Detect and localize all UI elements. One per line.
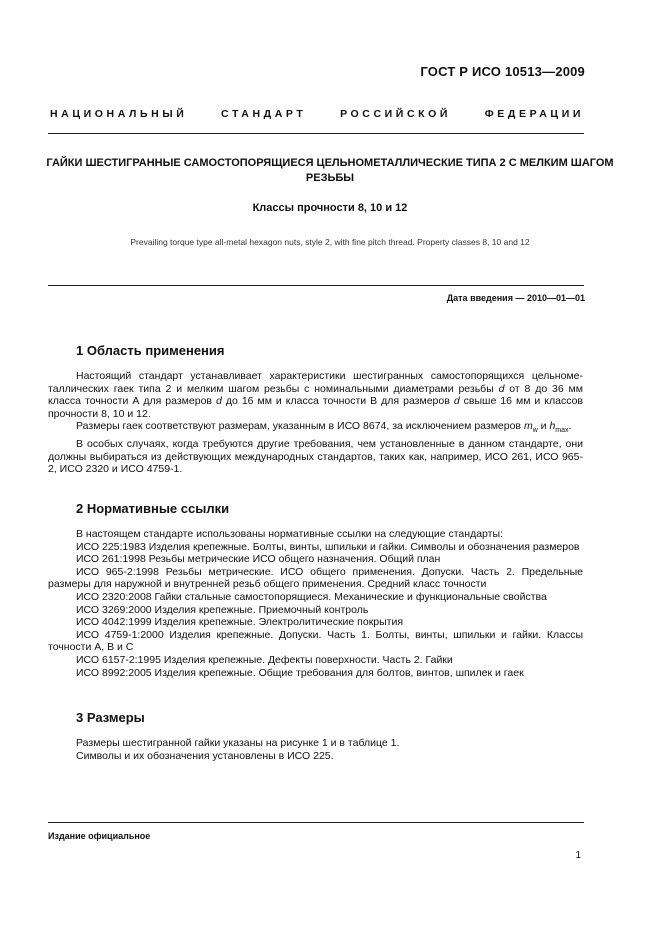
text-run: и: [537, 420, 550, 433]
text-run: до 16 мм и класса точности В для размеров: [221, 395, 454, 408]
text-run: Настоящий стандарт устанавливает характеристики шестигранных самостопорящихся цельноме-таллических гаек типа 2 и мелким шагом резьбы с номинальными диаметрами резьбы: [48, 370, 583, 395]
text-run: Размеры гаек соответствуют размерам, указанным в ИСО 8674, за исключением размеров: [76, 420, 524, 433]
section-1-paragraph-2: [48, 420, 583, 438]
text-run: от 8 до 36 мм класса точности А для размеров: [48, 382, 583, 408]
text-run: свыше 16 мм и классов прочности 8, 10 и 12.: [48, 395, 584, 420]
official-edition-note: Издание официальное: [48, 831, 151, 841]
section-2-body: [48, 528, 583, 679]
reference-item: ИСО 965-2:1998 Резьбы метрические. ИСО общего применения. Допуски. Часть 2. Предельные размеры для наружной и внутренней резьб общего применения. Средний класс точности: [48, 565, 583, 591]
section-2-intro: В настоящем стандарте использованы нормативные ссылки на следующие стандарты:: [76, 528, 503, 540]
reference-item: ИСО 2320:2008 Гайки стальные самостопорящиеся. Механические и функциональные свойства: [76, 590, 547, 603]
subscript-w: w: [532, 427, 538, 435]
section-1-heading: 1 Область применения: [76, 343, 225, 358]
text-run: .: [568, 420, 572, 433]
header-divider: [48, 133, 584, 134]
section-2-heading: 2 Нормативные ссылки: [76, 501, 230, 516]
reference-item: ИСО 6157-2:1995 Изделия крепежные. Дефекты поверхности. Часть 2. Гайки: [76, 653, 453, 666]
reference-item: ИСО 261:1998 Резьбы метрические ИСО общего назначения. Общий план: [76, 553, 441, 566]
section-1-body: [48, 370, 583, 476]
title-divider: [48, 285, 584, 286]
page-number: 1: [575, 850, 581, 861]
section-3-paragraph-1: Размеры шестигранной гайки указаны на рисунке 1 и в таблице 1.: [76, 737, 400, 749]
symbol-d: d: [216, 395, 222, 408]
footer-divider: [48, 822, 584, 823]
reference-item: ИСО 4042:1999 Изделия крепежные. Электролитические покрытия: [76, 616, 404, 629]
reference-item: ИСО 3269:2000 Изделия крепежные. Приемочный контроль: [76, 603, 369, 616]
section-1-paragraph-1: [48, 370, 583, 420]
reference-item: ИСО 225:1983 Изделия крепежные. Болты, винты, шпильки и гайки. Символы и обозначения размеров: [76, 540, 580, 553]
symbol-d: d: [453, 395, 460, 408]
reference-item: ИСО 4759-1:2000 Изделия крепежные. Допуски. Часть 1. Болты, винты, шпильки и гайки. Классы точности А, В и С: [48, 628, 583, 654]
subscript-max: max: [555, 427, 569, 435]
document-code: ГОСТ Р ИСО 10513—2009: [420, 64, 585, 79]
symbol-m: m: [523, 420, 533, 433]
national-standard-banner: НАЦИОНАЛЬНЫЙ СТАНДАРТ РОССИЙСКОЙ ФЕДЕРАЦИИ: [50, 108, 584, 120]
section-3-paragraph-2: Символы и их обозначения установлены в ИСО 225.: [76, 749, 334, 762]
symbol-h: h: [549, 420, 556, 433]
reference-item: ИСО 8992:2005 Изделия крепежные. Общие требования для болтов, винтов, шпилек и гаек: [76, 666, 524, 679]
section-3-body: [48, 737, 583, 762]
document-title: ГАЙКИ ШЕСТИГРАННЫЕ САМОСТОПОРЯЩИЕСЯ ЦЕЛЬНОМЕТАЛЛИЧЕСКИЕ ТИПА 2 С МЕЛКИМ ШАГОМ РЕЗЬБЫ: [46, 157, 614, 184]
introduction-date: Дата введения — 2010—01—01: [446, 293, 585, 303]
section-3-heading: 3 Размеры: [76, 710, 145, 725]
section-1-paragraph-3: В особых случаях, когда требуются другие требования, чем установленные в данном стандарте, они должны выбираться из действующих международных стандартов, таких как, например, ИСО 261, ИСО 965-2, ИСО 2320 и ИСО 4759-1.: [48, 438, 583, 476]
symbol-d: d: [498, 382, 505, 395]
english-title: Prevailing torque type all-metal hexagon nuts, style 2, with fine pitch thread. Property classes 8, 10 and 12: [130, 237, 530, 247]
document-subtitle: Классы прочности 8, 10 и 12: [252, 202, 408, 214]
